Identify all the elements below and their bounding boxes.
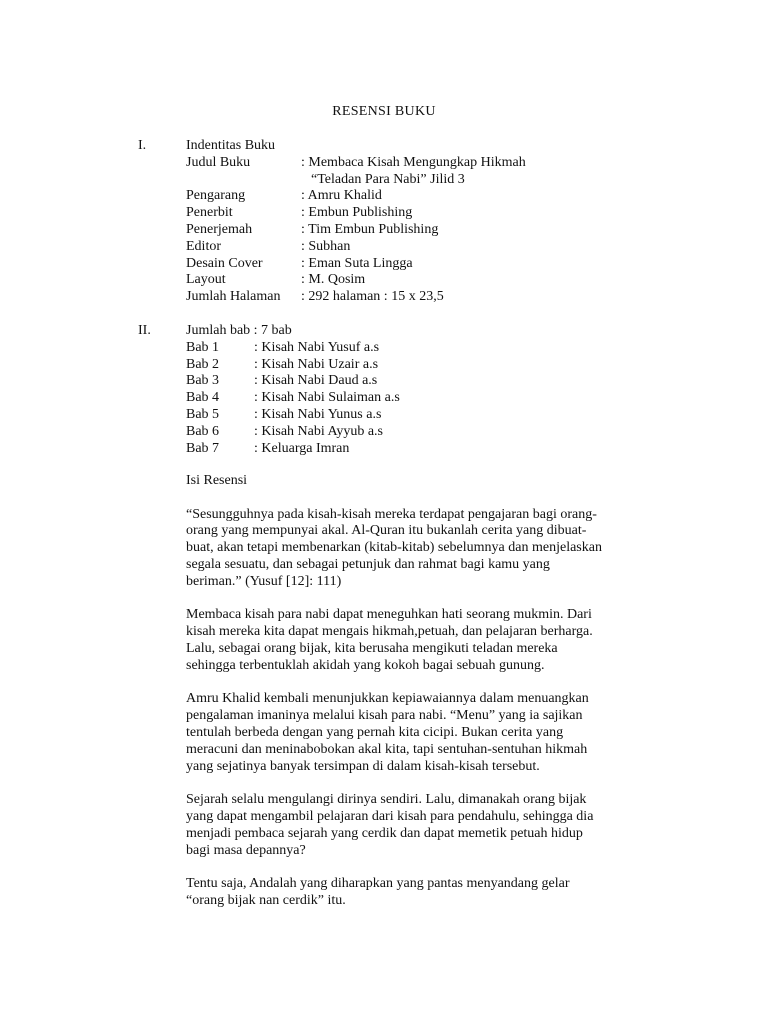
identity-value: : 292 halaman : 15 x 23,5 [301,289,444,305]
identity-row [186,188,646,205]
chapter-label: Bab 4 [186,390,220,406]
text-line: Membaca kisah para nabi dapat meneguhkan hati seorang mukmin. Dari [186,607,592,623]
text-line: orang yang mempunyai akal. Al-Quran itu bukanlah cerita yang dibuat- [186,523,587,539]
chapter-label: Bab 1 [186,339,220,355]
identity-value: : M. Qosim [301,272,366,288]
text-line: yang sejatinya banyak tersimpan di dalam kisah-kisah tersebut. [186,758,540,774]
identity-row [186,155,646,172]
chapter-row [186,357,646,374]
identity-row [186,256,646,273]
chapter-label: Bab 2 [186,356,220,372]
text-line: segala sesuatu, dan sebagai petunjuk dan rahmat bagi kamu yang [186,556,550,572]
text-line: sehingga terbentuklah akidah yang kokoh bagai sebuah gunung. [186,657,545,673]
chapter-title: : Kisah Nabi Daud a.s [254,373,378,389]
identity-row [186,172,646,189]
section-1-numeral: I. [138,138,147,153]
section-2-heading: Jumlah bab : 7 bab [186,323,292,338]
identity-value: : Subhan [301,238,351,254]
text-line: Amru Khalid kembali menunjukkan kepiawaiannya dalam menuangkan [186,691,589,707]
review-paragraph [186,507,648,591]
chapter-label: Bab 5 [186,406,220,422]
identity-value: : Embun Publishing [301,205,413,221]
identity-value: : Tim Embun Publishing [301,221,439,237]
text-line: bagi masa depannya? [186,842,306,858]
section-1-book-identity [186,138,646,306]
chapter-title: : Keluarga Imran [254,440,350,456]
chapter-row [186,340,646,357]
review-paragraph [186,607,648,674]
identity-value: “Teladan Para Nabi” Jilid 3 [311,171,465,187]
review-paragraph [186,792,648,859]
text-line: tentulah berbeda dengan yang pernah kita cicipi. Bukan cerita yang [186,724,564,740]
chapter-row [186,424,646,441]
review-section [186,473,648,927]
identity-label: Editor [186,238,221,254]
chapter-title: : Kisah Nabi Yunus a.s [254,406,382,422]
chapter-row [186,373,646,390]
chapter-title: : Kisah Nabi Sulaiman a.s [254,390,400,406]
identity-value: : Eman Suta Lingga [301,255,413,271]
identity-value: : Amru Khalid [301,188,382,204]
text-line: kisah mereka kita dapat mengais hikmah,petuah, dan pelajaran berharga. [186,624,593,640]
identity-label: Layout [186,272,226,288]
text-line: “orang bijak nan cerdik” itu. [186,892,346,908]
identity-row [186,222,646,239]
chapter-label: Bab 6 [186,423,220,439]
review-paragraph [186,876,648,910]
identity-row [186,239,646,256]
chapter-label: Bab 3 [186,373,220,389]
identity-label: Pengarang [186,188,246,204]
text-line: meracuni dan meninabobokan akal kita, tapi sentuhan-sentuhan hikmah [186,741,588,757]
identity-row [186,272,646,289]
chapter-row [186,441,646,458]
section-2-chapters [186,323,646,457]
text-line: Tentu saja, Andalah yang diharapkan yang pantas menyandang gelar [186,876,570,892]
chapter-row [186,390,646,407]
text-line: yang dapat mengambil pelajaran dari kisah para pendahulu, sehingga dia [186,808,594,824]
identity-value: : Membaca Kisah Mengungkap Hikmah [301,154,526,170]
review-heading: Isi Resensi [186,473,248,488]
chapter-title: : Kisah Nabi Yusuf a.s [254,339,380,355]
text-line: beriman.” (Yusuf [12]: 111) [186,573,342,589]
text-line: “Sesungguhnya pada kisah-kisah mereka terdapat pengajaran bagi orang- [186,506,597,522]
chapter-label: Bab 7 [186,440,220,456]
section-1-heading: Indentitas Buku [186,138,276,153]
identity-label: Penerjemah [186,221,253,237]
review-paragraph [186,691,648,775]
identity-row [186,205,646,222]
text-line: Sejarah selalu mengulangi dirinya sendiri. Lalu, dimanakah orang bijak [186,792,587,808]
text-line: pengalaman imaninya melalui kisah para nabi. “Menu” yang ia sajikan [186,708,583,724]
identity-label: Desain Cover [186,255,263,271]
text-line: Lalu, sebagai orang bijak, kita berusaha mengikuti teladan mereka [186,640,558,656]
identity-label: Judul Buku [186,154,251,170]
section-2-numeral: II. [138,323,151,338]
identity-row [186,289,646,306]
chapter-title: : Kisah Nabi Ayyub a.s [254,423,383,439]
identity-label: Penerbit [186,205,233,221]
document-title: RESENSI BUKU [332,104,436,119]
identity-label [186,172,301,189]
chapter-title: : Kisah Nabi Uzair a.s [254,356,379,372]
text-line: buat, akan tetapi membenarkan (kitab-kitab) sebelumnya dan menjelaskan [186,540,602,556]
identity-label: Jumlah Halaman [186,289,281,305]
text-line: menjadi pembaca sejarah yang cerdik dan dapat memetik petuah hidup [186,825,583,841]
chapter-row [186,407,646,424]
